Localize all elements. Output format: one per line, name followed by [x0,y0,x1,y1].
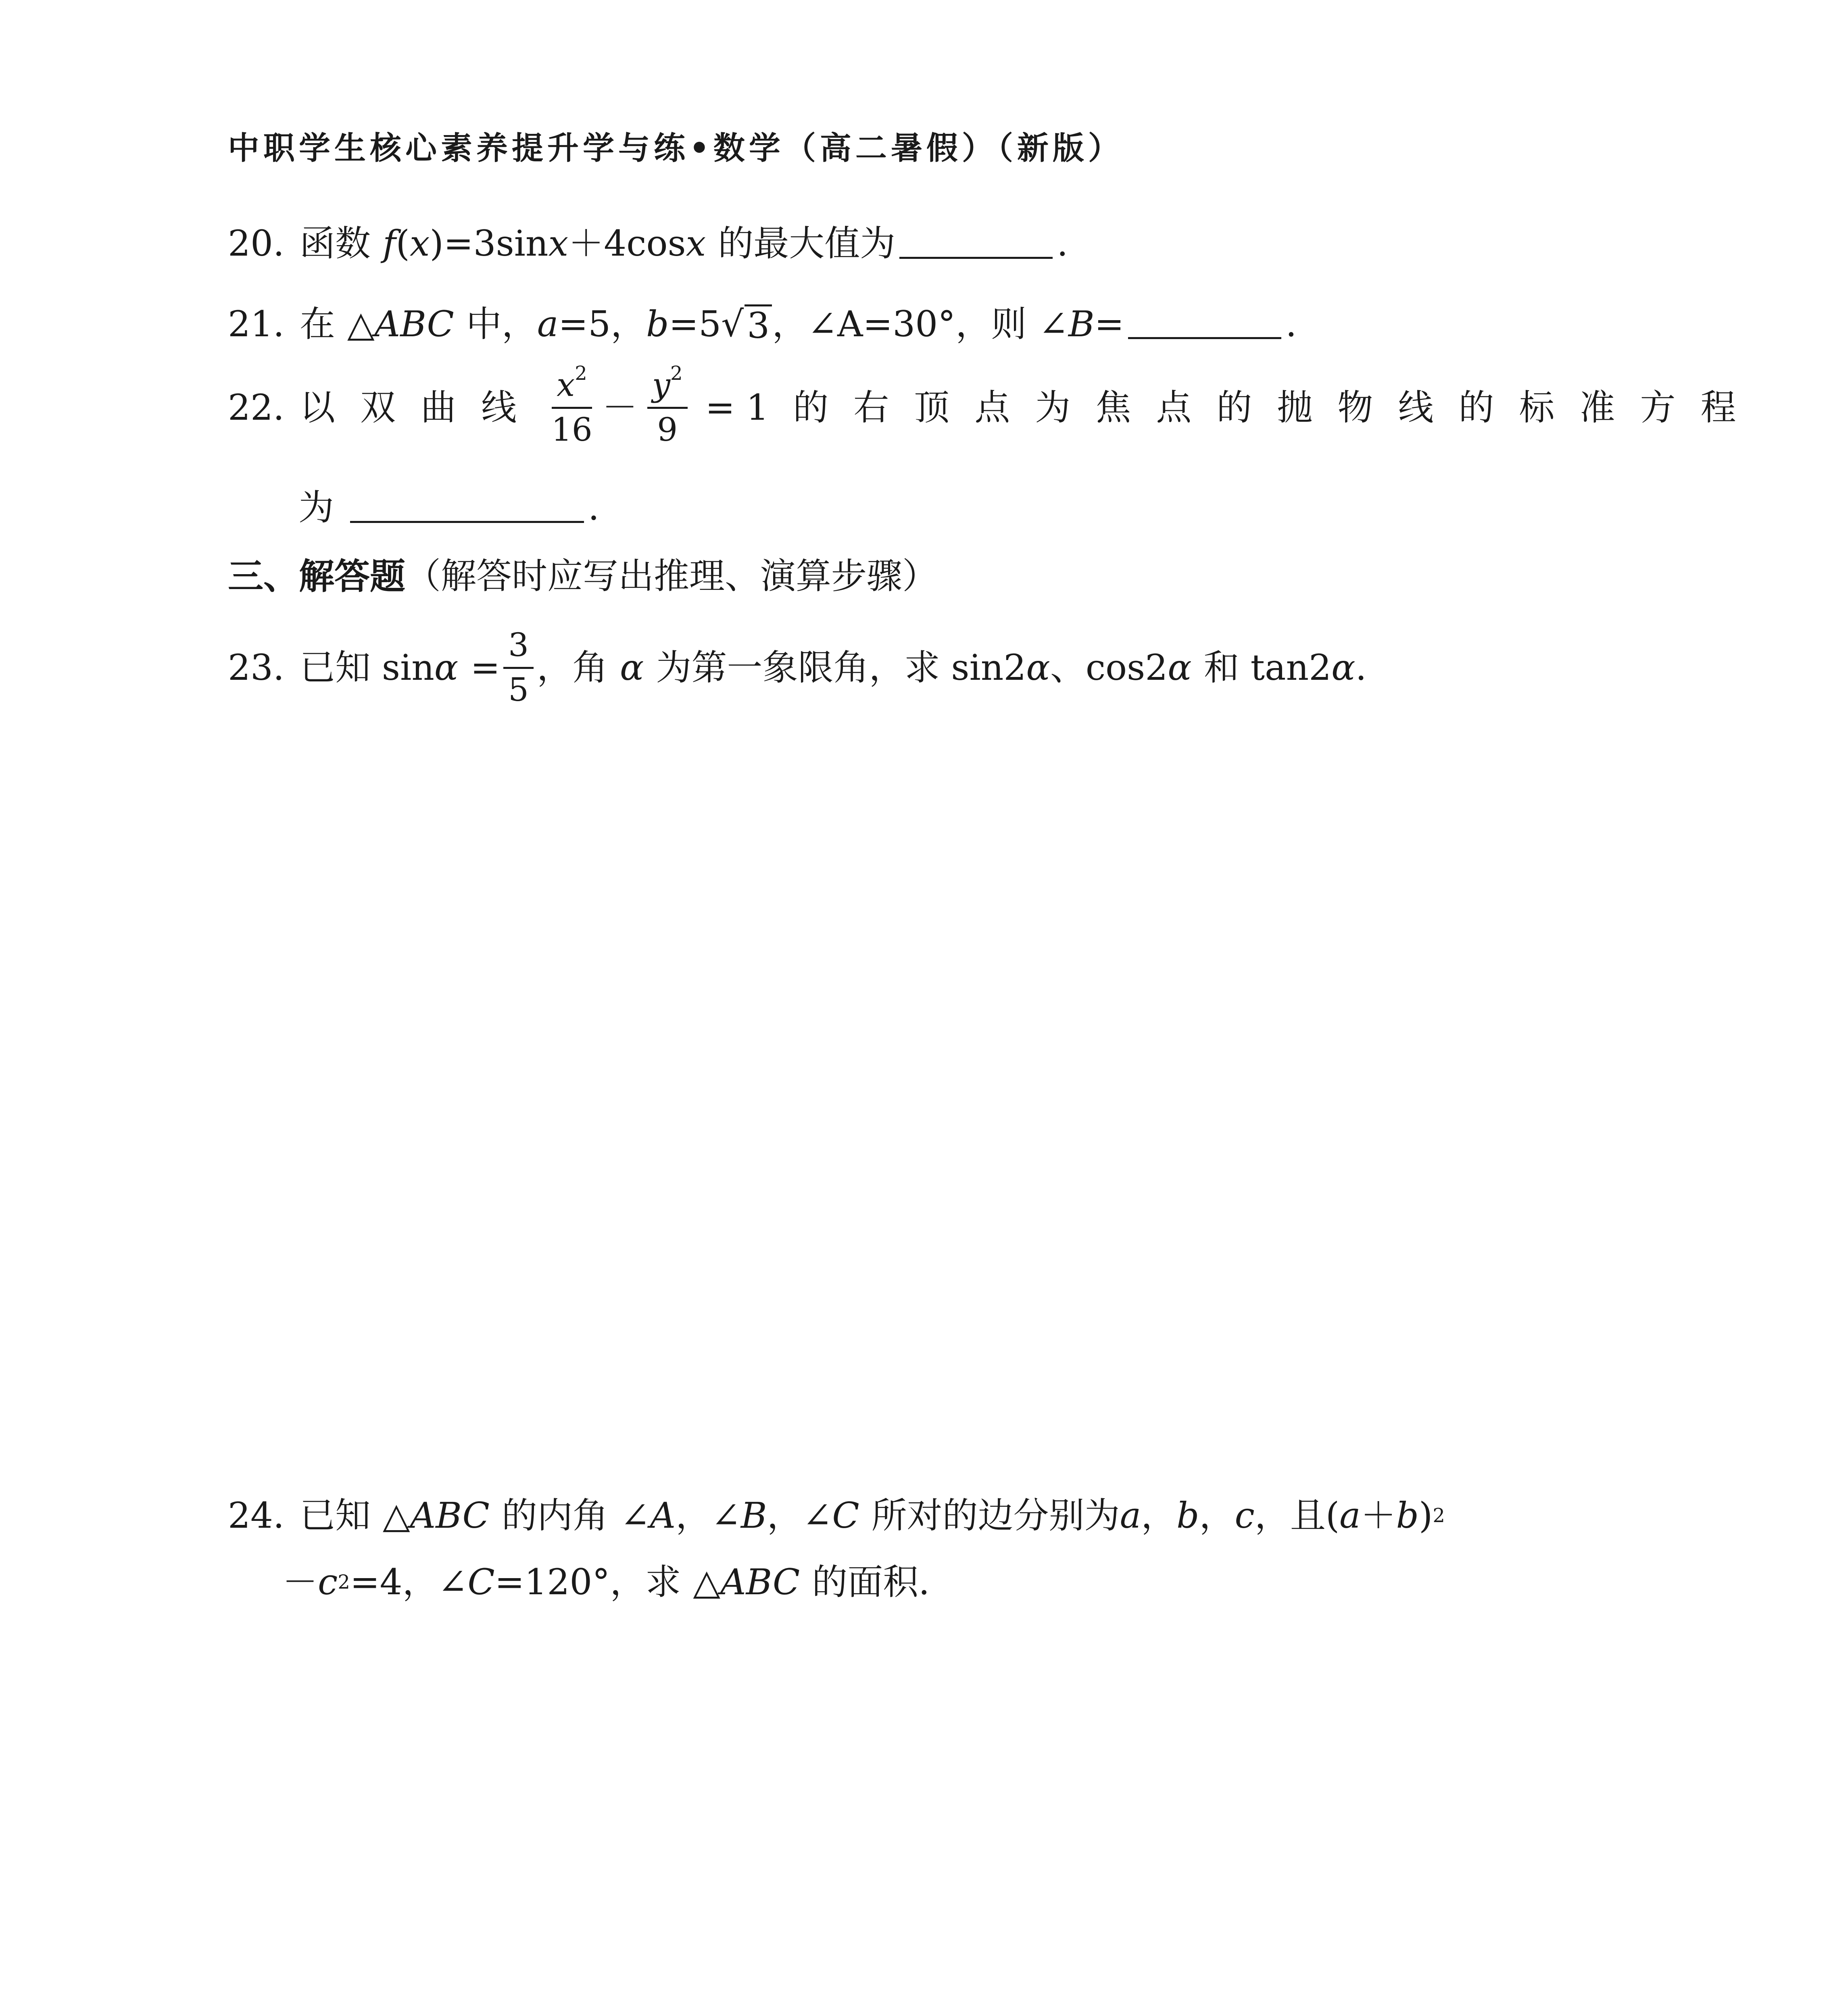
q24-eq4: =4， [350,1561,438,1603]
q24-C2: C [467,1561,495,1603]
q22-char: 的 [1216,386,1252,428]
q20-var2: x [548,223,569,264]
q24-triangle: △ [382,1495,410,1536]
q24-plus: ＋ [1360,1495,1396,1536]
q24-sep4: ， [1199,1495,1235,1536]
q24-c: c [1235,1495,1255,1536]
q22-end: . [588,487,599,528]
q24-angle-b: ∠ [711,1495,741,1536]
q22-char: 标 [1519,386,1555,428]
question-number: 22. [228,386,284,428]
frac-den: 5 [508,671,529,708]
q21-b-val: = [1094,303,1124,345]
q22-char: 双 [360,386,396,428]
q24-mid2: 所对的边分别为 [871,1495,1120,1536]
sqrt-sign: √ [721,303,744,345]
q24-C: C [832,1495,859,1536]
q22-post [793,386,1736,428]
question-number: 23. [228,646,284,688]
q21-end: . [1285,303,1297,345]
q20-var: x [409,223,430,264]
q24-a2: a [1339,1495,1361,1536]
q21-a: a [537,303,559,345]
answer-area-24[interactable] [228,1633,1599,2016]
q23-alpha2: α [620,646,644,688]
q24-angle-a: ∠ [620,1495,650,1536]
q22-char: 以 [299,386,335,428]
q20-plus: ＋4cos [568,223,686,264]
fraction-3-5 [503,626,534,708]
q20-end: . [1057,223,1068,264]
q20-rparen: ) [430,223,444,264]
q24-angle-c: ∠ [802,1495,832,1536]
q22-minus: － [602,386,638,428]
q21-angle-b: ∠ [1039,303,1068,345]
q22-char: 曲 [420,386,456,428]
q22-char: 线 [1398,386,1434,428]
q21-b: b [646,303,669,345]
question-20 [228,223,1068,264]
q24-angle-c2: ∠ [438,1561,468,1603]
q22-char: 准 [1579,386,1615,428]
q23-alpha4: α [1168,646,1192,688]
q24-b: b [1176,1495,1199,1536]
q23-alpha3: α [1026,646,1050,688]
q20-eq: =3sin [443,223,548,264]
q24-c2: c [318,1561,338,1603]
q24-B: B [740,1495,767,1536]
q24-mid1: 的内角 [501,1495,608,1536]
q20-var3: x [686,223,706,264]
q22-eq-one: = 1 [705,386,769,428]
q22-char: 点 [1156,386,1192,428]
frac-den: 16 [551,411,592,448]
question-24: 24. 已知 △ ABC 的内角 ∠ A ， ∠ B ， ∠ C 所对的边分别为 a ， b ， c ，且( a ＋ b ) 2 [228,1495,1445,1536]
q22-char: 抛 [1277,386,1313,428]
answer-blank[interactable] [1128,309,1281,339]
q21-triangle: △ [347,303,375,345]
frac-num: x [557,366,575,404]
q22-char: 物 [1337,386,1373,428]
q21-b-letter: B [1068,303,1095,345]
q23-mid1: ，角 [537,646,608,688]
question-23 [228,626,1367,708]
section-note: （解答时应写出推理、演算步骤） [405,555,938,597]
question-number: 21. [228,303,284,345]
frac-num: 3 [503,629,534,669]
question-22-continuation [298,487,599,528]
q24-rp: ) [1419,1495,1433,1536]
answer-area-23[interactable] [228,726,1599,1452]
q21-a-val: =30°，则 [863,303,1027,345]
q24-A: A [650,1495,676,1536]
q20-lparen: ( [396,223,410,264]
q20-tail: 的最大值为 [718,223,896,264]
answer-blank[interactable] [350,493,584,523]
q23-mid3: 、cos2 [1050,646,1168,688]
q23-prefix: 已知 sin [299,646,434,688]
section-heading [228,555,938,597]
q24-triangle2: △ [693,1561,721,1603]
q22-char: 线 [481,386,517,428]
q24-abc: ABC [410,1495,490,1536]
q22-char: 顶 [914,386,950,428]
question-22 [228,362,1736,448]
q23-eq: = [470,646,501,688]
q21-prefix: 在 [299,303,335,345]
q20-func: f [382,223,396,264]
q23-mid4: 和 tan2 [1203,646,1332,688]
q21-abc: ABC [374,303,454,345]
frac-sup: 2 [575,362,587,385]
q20-prefix: 函数 [299,223,371,264]
q24-end: 的面积. [812,1561,930,1603]
question-number: 24. [228,1495,284,1536]
question-number: 20. [228,223,284,264]
answer-blank[interactable] [899,229,1053,259]
q24-sep1: ， [676,1495,711,1536]
q24-prefix: 已知 [299,1495,371,1536]
q24-sep2: ， [767,1495,803,1536]
q22-char: 的 [793,386,829,428]
page-header: 中职学生核心素养提升学与练•数学（高二暑假）（新版） [228,130,1124,167]
q21-a-eq: =5， [558,303,647,345]
question-21 [228,304,1297,344]
q22-char: 焦 [1095,386,1131,428]
q22-char: 点 [974,386,1010,428]
frac-num: y [652,366,671,404]
q24-a: a [1120,1495,1141,1536]
q22-char: 方 [1640,386,1676,428]
q24-mid3: ，且( [1254,1495,1340,1536]
q22-char: 为 [1035,386,1071,428]
fraction-x2-16 [551,362,592,448]
q22-pre [299,386,542,428]
q22-char: 的 [1458,386,1494,428]
frac-sup: 2 [670,362,683,385]
question-24-line2: － c 2 =4， ∠ C =120°，求 △ ABC 的面积. [282,1561,930,1603]
q22-char: 右 [853,386,889,428]
q21-mid: 中， [466,303,537,345]
q23-end: . [1355,646,1367,688]
q23-alpha5: α [1331,646,1356,688]
q23-mid2: 为第一象限角，求 sin2 [656,646,1026,688]
q21-sqrt-val: 3 [745,304,772,344]
frac-den: 9 [657,411,678,448]
q24-sep3: ， [1141,1495,1177,1536]
q23-alpha: α [434,646,459,688]
q24-minus: － [282,1561,318,1603]
fraction-y2-9 [647,362,688,448]
q22-cont: 为 [298,487,334,528]
q24-abc2: ABC [720,1561,800,1603]
q21-angle-a: ∠A [807,303,863,345]
q21-b-eq: =5 [669,303,722,345]
q21-comma: ， [772,303,808,345]
q22-char: 程 [1700,386,1736,428]
section-title: 三、解答题 [228,555,406,597]
q24-b2: b [1396,1495,1419,1536]
q24-c-val: =120°，求 [494,1561,681,1603]
